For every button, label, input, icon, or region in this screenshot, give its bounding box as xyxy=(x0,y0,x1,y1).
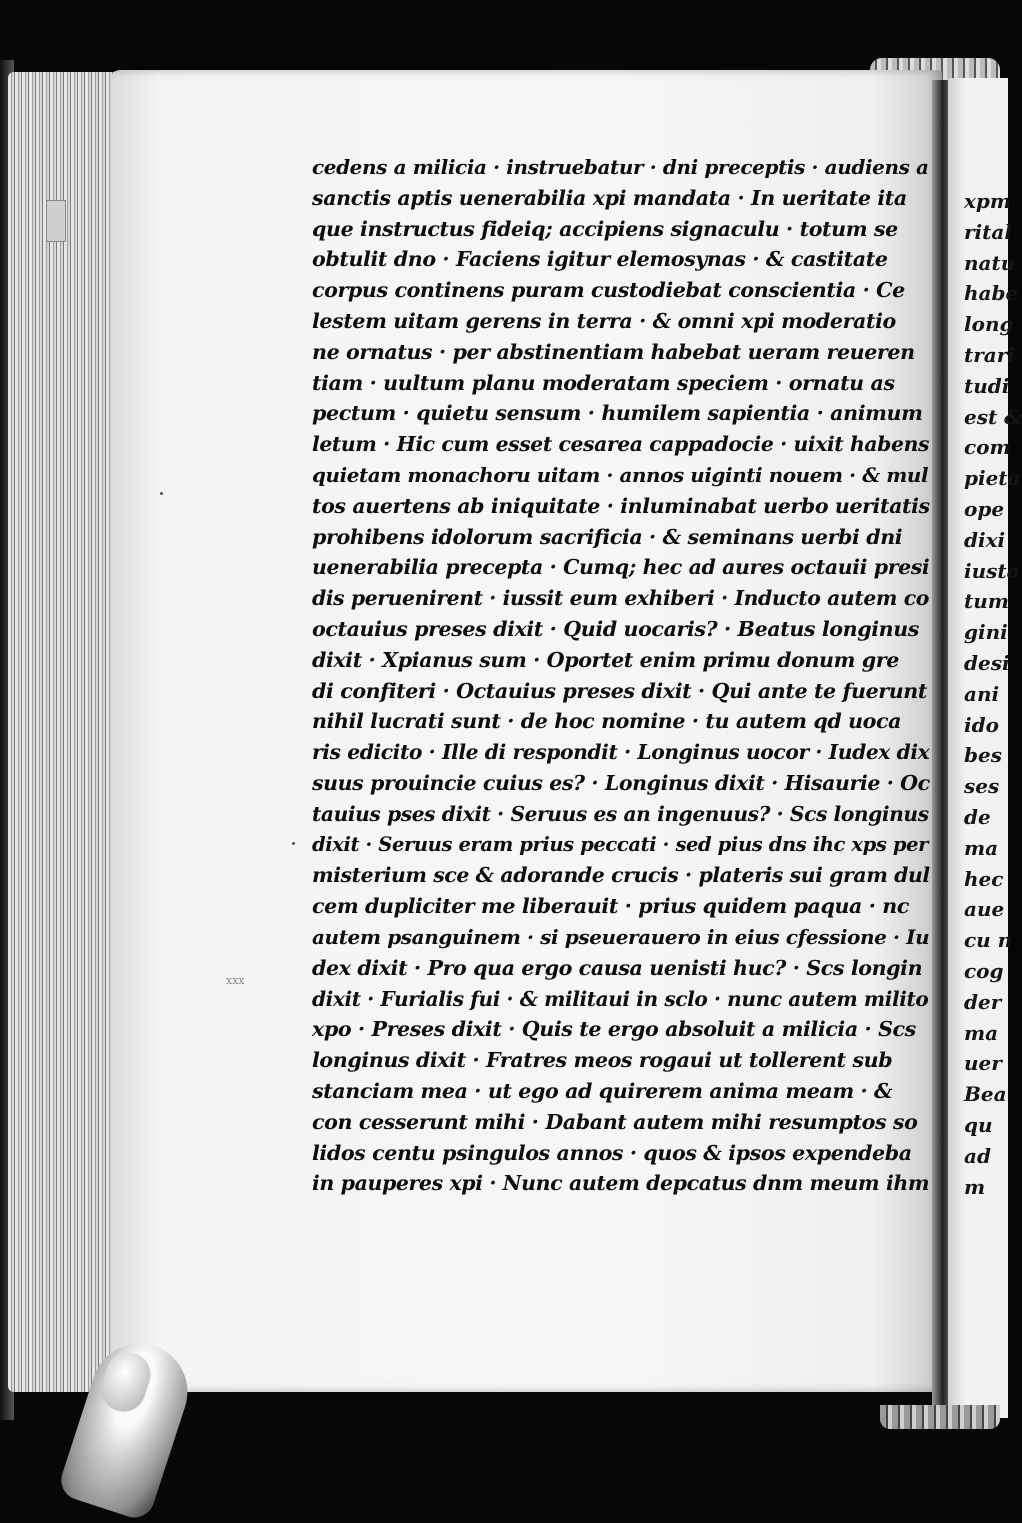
recto-line: pieta xyxy=(964,466,1021,491)
recto-line: trari xyxy=(964,342,1015,367)
manuscript-line: pectum · quietu sensum · humilem sapientia · animum xyxy=(312,401,923,426)
manuscript-line: ris edicito · Ille di respondit · Longinus uocor · Iudex dix xyxy=(312,740,930,765)
manuscript-line: octauius preses dixit · Quid uocaris? · Beatus longinus xyxy=(312,616,919,641)
manuscript-line: con cesserunt mihi · Dabant autem mihi resumptos so xyxy=(312,1109,918,1134)
recto-line: est & xyxy=(964,404,1022,429)
recto-line: com xyxy=(964,435,1011,460)
binding-bottom xyxy=(880,1405,1000,1429)
recto-page xyxy=(948,78,1022,1418)
recto-line: habe xyxy=(964,281,1019,306)
recto-line: cu n xyxy=(964,928,1013,953)
manuscript-line: xpo · Preses dixit · Quis te ergo absoluit a milicia · Scs xyxy=(312,1017,916,1042)
bookmark-tab xyxy=(46,200,66,242)
verso-text-block xyxy=(312,152,942,1199)
recto-line: qu xyxy=(964,1112,993,1137)
manuscript-line: obtulit dno · Faciens igitur elemosynas · & castitate xyxy=(312,247,888,272)
manuscript-line: autem psanguinem · si pseuerauero in eius cfessione · Iu xyxy=(312,924,930,949)
recto-line: xpm xyxy=(964,189,1012,213)
manuscript-line: in pauperes xpi · Nunc autem depcatus dnm meum ihm xyxy=(312,1171,930,1196)
recto-line: ma xyxy=(964,835,999,860)
recto-line: bes xyxy=(964,743,1002,768)
recto-line: uer xyxy=(964,1051,1002,1076)
recto-line: Bea xyxy=(964,1082,1007,1107)
recto-line: cog xyxy=(964,958,1004,983)
manuscript-line: nihil lucrati sunt · de hoc nomine · tu autem qd uoca xyxy=(312,709,902,734)
recto-line: ma xyxy=(964,1020,999,1045)
recto-line: ope xyxy=(964,496,1005,521)
manuscript-line: sanctis aptis uenerabilia xpi mandata · In ueritate ita xyxy=(312,185,907,210)
recto-line: natu xyxy=(964,250,1016,275)
manuscript-line: misterium sce & adorande crucis · plateris sui gram dul xyxy=(312,863,930,888)
manuscript-line: uenerabilia precepta · Cumq; hec ad aures octauii presi xyxy=(312,555,930,580)
manuscript-line: tiam · uultum planu moderatam speciem · ornatu as xyxy=(312,370,895,395)
manuscript-line: tauius pses dixit · Seruus es an ingenuus? · Scs longinus xyxy=(312,801,929,826)
recto-line: tudi xyxy=(964,373,1010,398)
recto-line: gini xyxy=(964,620,1008,645)
recto-line: iusta xyxy=(964,558,1020,583)
recto-line: ido xyxy=(964,712,999,737)
manuscript-line: ne ornatus · per abstinentiam habebat ueram reueren xyxy=(312,339,915,364)
manuscript-line: longinus dixit · Fratres meos rogaui ut tollerent sub xyxy=(312,1048,893,1073)
recto-line: ad xyxy=(964,1143,991,1168)
manuscript-line: prohibens idolorum sacrificia · & seminans uerbi dni xyxy=(312,524,903,549)
manuscript-line: lestem uitam gerens in terra · & omni xpi moderatio xyxy=(312,308,896,333)
margin-note: xxx xyxy=(226,974,245,987)
manuscript-line: suus prouincie cuius es? · Longinus dixit · Hisaurie · Oc xyxy=(312,770,930,795)
manuscript-line: tos auertens ab iniquitate · inluminabat uerbo ueritatis xyxy=(312,493,930,518)
manuscript-line: quietam monachoru uitam · annos uiginti nouem · & mul xyxy=(312,462,929,487)
manuscript-line: stanciam mea · ut ego ad quirerem anima meam · & xyxy=(312,1078,893,1103)
manuscript-line: dixit · Furialis fui · & militaui in sclo · nunc autem milito xyxy=(312,986,929,1011)
manuscript-line: letum · Hic cum esset cesarea cappadocie · uixit habens xyxy=(312,432,930,457)
manuscript-line: di confiteri · Octauius preses dixit · Qui ante te fuerunt xyxy=(312,678,927,703)
ink-speck xyxy=(292,842,295,845)
recto-line: desi xyxy=(964,650,1010,675)
manuscript-line: que instructus fideiq; accipiens signaculu · totum se xyxy=(312,216,898,241)
recto-line: rital xyxy=(964,219,1012,244)
manuscript-line: lidos centu psingulos annos · quos & ipsos expendeba xyxy=(312,1140,912,1165)
recto-line: tum xyxy=(964,589,1009,614)
recto-line: dixi xyxy=(964,527,1006,552)
manuscript-line: corpus continens puram custodiebat conscientia · Ce xyxy=(312,278,905,303)
recto-line: ani xyxy=(964,681,1000,706)
manuscript-line: cem dupliciter me liberauit · prius quidem paqua · nc xyxy=(312,894,909,919)
ink-speck xyxy=(160,492,163,495)
manuscript-line: dis peruenirent · iussit eum exhiberi · Inducto autem co xyxy=(312,586,929,611)
recto-text-column xyxy=(948,186,1022,1202)
recto-line: long xyxy=(964,312,1014,337)
manuscript-line: dixit · Xpianus sum · Oportet enim primu donum gre xyxy=(312,647,899,672)
recto-line: m xyxy=(964,1174,986,1199)
manuscript-line: dex dixit · Pro qua ergo causa uenisti huc? · Scs longin xyxy=(312,955,923,980)
recto-line: de xyxy=(964,804,991,829)
manuscript-line: dixit · Seruus eram prius peccati · sed pius dns ihc xps per xyxy=(312,832,929,856)
manuscript-line: cedens a milicia · instruebatur · dni preceptis · audiens a xyxy=(312,155,929,179)
recto-line: hec xyxy=(964,866,1004,891)
recto-line: der xyxy=(964,989,1002,1014)
recto-line: ses xyxy=(964,774,1000,799)
recto-line: aue xyxy=(964,897,1005,922)
